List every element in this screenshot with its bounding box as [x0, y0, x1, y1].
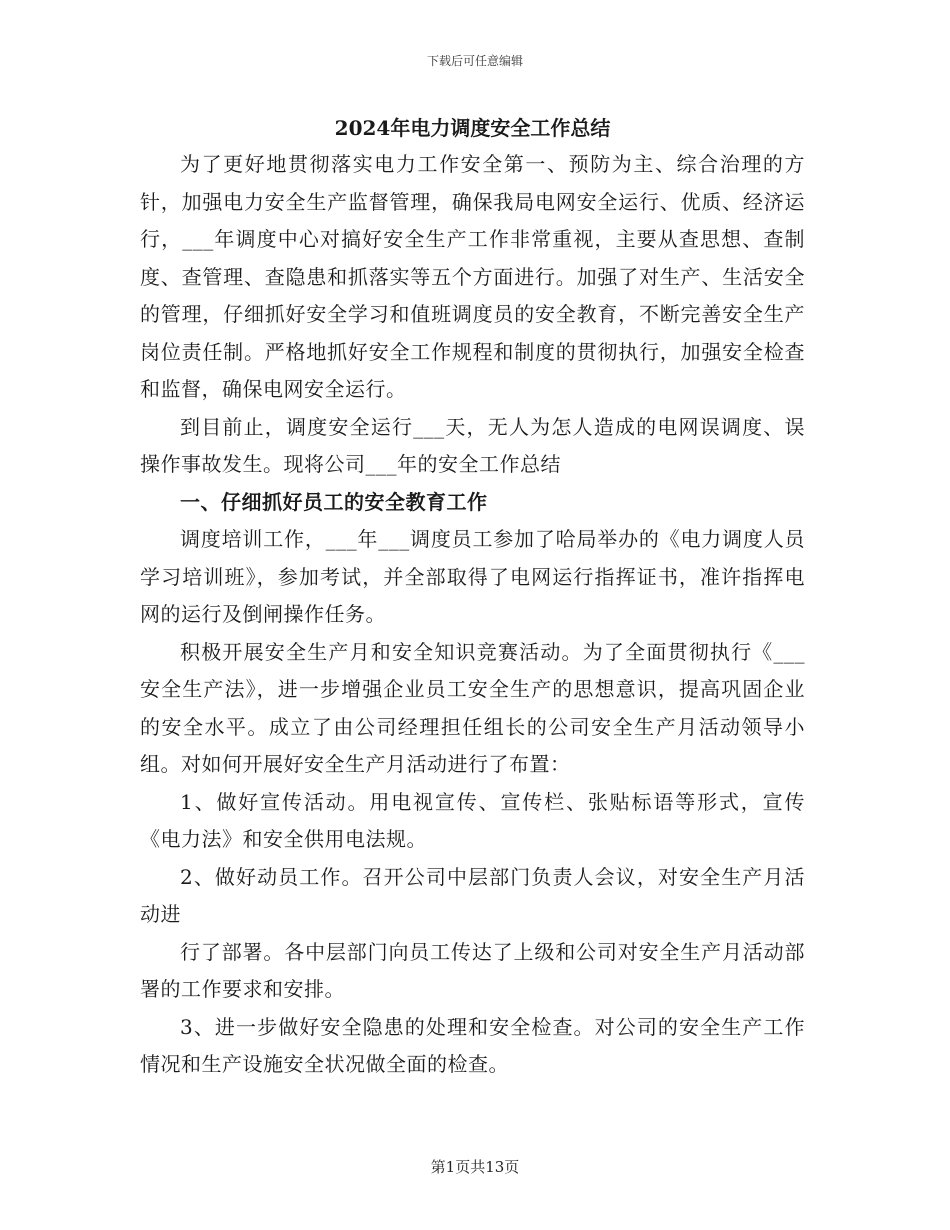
section-heading-1: 一、仔细抓好员工的安全教育工作 [180, 489, 488, 514]
paragraph-training: 调度培训工作，___年___调度员工参加了哈局举办的《电力调度人员学习培训班》，参加考试，并全部取得了电网运行指挥证书，准许指挥电网的运行及倒闸操作任务。 [140, 527, 805, 626]
list-item-2-continued: 行了部署。各中层部门向员工传达了上级和公司对安全生产月活动部署的工作要求和安排。 [140, 939, 805, 1001]
document-body [140, 112, 805, 1084]
page-footer: 第1页共13页 [430, 1158, 520, 1176]
list-item-2: 2、做好动员工作。召开公司中层部门负责人会议，对安全生产月活动进 [140, 864, 805, 926]
paragraph-intro: 为了更好地贯彻落实电力工作安全第一、预防为主、综合治理的方针，加强电力安全生产监督管理，确保我局电网安全运行、优质、经济运行，___年调度中心对搞好安全生产工作非常重视，主要从查思想、查制度、查管理、查隐患和抓落实等五个方面进行。加强了对生产、生活安全的管理，仔细抓好安全学习和值班调度员的安全教育，不断完善安全生产岗位责任制。严格地抓好安全工作规程和制度的贯彻执行，加强安全检查和监督，确保电网安全运行。 [140, 152, 805, 401]
paragraph-safety-month: 积极开展安全生产月和安全知识竞赛活动。为了全面贯彻执行《___安全生产法》，进一步增强企业员工安全生产的思想意识，提高巩固企业的安全水平。成立了由公司经理担任组长的公司安全生产月活动领导小组。对如何开展好安全生产月活动进行了布置： [140, 639, 805, 776]
list-item-1: 1、做好宣传活动。用电视宣传、宣传栏、张贴标语等形式，宣传《电力法》和安全供用电法规。 [140, 789, 805, 851]
document-title: 2024年电力调度安全工作总结 [334, 116, 611, 140]
list-item-3: 3、进一步做好安全隐患的处理和安全检查。对公司的安全生产工作情况和生产设施安全状况做全面的检查。 [140, 1014, 805, 1076]
paragraph-status: 到目前止，调度安全运行___天，无人为怎人造成的电网误调度、误操作事故发生。现将公司___年的安全工作总结 [140, 414, 805, 476]
header-note: 下载后可任意编辑 [426, 54, 523, 68]
